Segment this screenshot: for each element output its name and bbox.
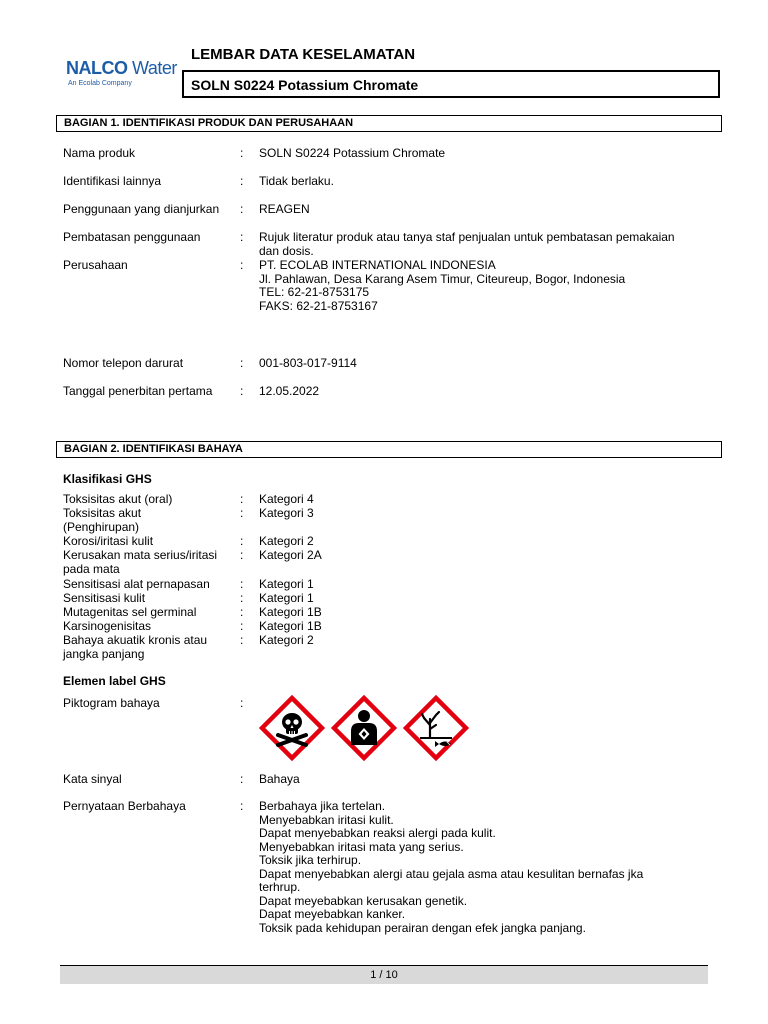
- colon: :: [240, 492, 244, 506]
- emergency-phone-value: [259, 357, 719, 371]
- environment-icon: [403, 695, 469, 761]
- ghs-class-label: [63, 493, 233, 507]
- product-title: SOLN S0224 Potassium Chromate: [191, 77, 419, 93]
- emergency-phone-label: Nomor telepon darurat: [63, 356, 184, 370]
- colon: :: [240, 258, 244, 272]
- logo-tagline: An Ecolab Company: [68, 80, 132, 87]
- label-line: Mutagenitas sel germinal: [63, 605, 197, 619]
- section-1-title: BAGIAN 1. IDENTIFIKASI PRODUK DAN PERUSAHAAN: [64, 117, 354, 129]
- colon: :: [240, 605, 244, 619]
- ghs-class-label: [63, 507, 233, 534]
- hazard-statement: Berbahaya jika tertelan.: [259, 799, 386, 813]
- colon: :: [240, 633, 244, 647]
- label-line: Toksisitas akut: [63, 506, 142, 520]
- colon: :: [240, 619, 244, 633]
- hazard-statements-label: Pernyataan Berbahaya: [63, 799, 186, 813]
- logo-brand: NALCO: [66, 58, 128, 78]
- ghs-class-value: Kategori 4: [259, 492, 314, 506]
- first-issue-date-label: Tanggal penerbitan pertama: [63, 384, 213, 398]
- colon: :: [240, 799, 244, 813]
- ghs-class-value: Kategori 2A: [259, 548, 322, 562]
- company-phone: TEL: 62-21-8753175: [259, 285, 370, 299]
- colon: :: [240, 146, 244, 160]
- colon: :: [240, 772, 244, 786]
- value-line: SOLN S0224 Potassium Chromate: [259, 146, 446, 160]
- hazard-statement: terhrup.: [259, 880, 301, 894]
- company-fax: FAKS: 62-21-8753167: [259, 298, 378, 313]
- ghs-class-value: Kategori 3: [259, 506, 314, 520]
- ghs-class-value: Kategori 2: [259, 534, 314, 548]
- document-title: LEMBAR DATA KESELAMATAN: [191, 46, 416, 63]
- value-line: 12.05.2022: [259, 384, 320, 398]
- health-hazard-icon: [331, 695, 397, 761]
- section-1-header: [56, 115, 722, 132]
- ghs-label-elements-heading: Elemen label GHS: [63, 674, 166, 688]
- logo-brand-suffix: Water: [132, 58, 177, 78]
- other-identification-label: Identifikasi lainnya: [63, 174, 162, 188]
- label-line: jangka panjang: [63, 646, 145, 661]
- colon: :: [240, 174, 244, 188]
- hazard-statement: Dapat menyebabkan alergi atau gejala asma atau kesulitan bernafas jka: [259, 866, 644, 881]
- page-number: 1 / 10: [370, 969, 398, 981]
- label-line: Toksisitas akut (oral): [63, 492, 173, 506]
- label-line: Sensitisasi alat pernapasan: [63, 577, 210, 591]
- product-name-label: Nama produk: [63, 146, 136, 160]
- hazard-statement: Dapat meyebabkan kanker.: [259, 907, 406, 921]
- recommended-use-value: [259, 203, 719, 217]
- ghs-class-label: [63, 620, 233, 634]
- section-2-title: BAGIAN 2. IDENTIFIKASI BAHAYA: [64, 443, 243, 455]
- value-line: Tidak berlaku.: [259, 174, 334, 188]
- ghs-class-value: Kategori 1B: [259, 605, 322, 619]
- footer-divider: [60, 965, 708, 966]
- colon: :: [240, 230, 244, 244]
- label-line: (Penghirupan): [63, 519, 140, 534]
- ghs-class-label: [63, 634, 233, 661]
- ghs-class-label: [63, 535, 233, 549]
- value-line: REAGEN: [259, 202, 310, 216]
- signal-word-value: Bahaya: [259, 772, 300, 786]
- use-restriction-value: [259, 231, 719, 258]
- company-address: Jl. Pahlawan, Desa Karang Asem Timur, Citeureup, Bogor, Indonesia: [259, 271, 626, 286]
- label-line: Kerusakan mata serius/iritasi: [63, 548, 218, 562]
- skull-crossbones-icon: [259, 695, 325, 761]
- first-issue-date-value: [259, 385, 719, 399]
- nalco-water-logo: [66, 58, 181, 92]
- product-title-box: [182, 70, 720, 98]
- ghs-class-label: [63, 578, 233, 592]
- label-line: Korosi/iritasi kulit: [63, 534, 154, 548]
- hazard-pictogram-label: Piktogram bahaya: [63, 696, 160, 710]
- value-line: dan dosis.: [259, 243, 314, 258]
- hazard-statement: Toksik pada kehidupan perairan dengan efek jangka panjang.: [259, 920, 586, 935]
- other-identification-value: [259, 175, 719, 189]
- hazard-statement: Toksik jika terhirup.: [259, 853, 362, 867]
- section-2-header: [56, 441, 722, 458]
- label-line: Sensitisasi kulit: [63, 591, 146, 605]
- hazard-statement: Menyebabkan iritasi mata yang serius.: [259, 839, 464, 854]
- hazard-statement: Menyebabkan iritasi kulit.: [259, 812, 394, 827]
- colon: :: [240, 591, 244, 605]
- ghs-class-value: Kategori 2: [259, 633, 314, 647]
- ghs-class-label: [63, 592, 233, 606]
- colon: :: [240, 696, 244, 710]
- colon: :: [240, 548, 244, 562]
- label-line: Bahaya akuatik kronis atau: [63, 633, 208, 647]
- hazard-statement: Dapat meyebabkan kerusakan genetik.: [259, 893, 468, 908]
- value-line: Rujuk literatur produk atau tanya staf penjualan untuk pembatasan pemakaian: [259, 230, 675, 244]
- colon: :: [240, 577, 244, 591]
- company-label: Perusahaan: [63, 258, 128, 272]
- ghs-class-value: Kategori 1B: [259, 619, 322, 633]
- recommended-use-label: Penggunaan yang dianjurkan: [63, 202, 220, 216]
- ghs-class-label: [63, 606, 233, 620]
- colon: :: [240, 534, 244, 548]
- ghs-class-value: Kategori 1: [259, 577, 314, 591]
- colon: :: [240, 506, 244, 520]
- label-line: Karsinogenisitas: [63, 619, 152, 633]
- use-restriction-label: Pembatasan penggunaan: [63, 230, 201, 244]
- colon: :: [240, 384, 244, 398]
- company-name: PT. ECOLAB INTERNATIONAL INDONESIA: [259, 258, 496, 272]
- product-name-value: [259, 147, 719, 161]
- company-value: [259, 259, 719, 313]
- ghs-class-label: [63, 549, 233, 576]
- colon: :: [240, 202, 244, 216]
- value-line: 001-803-017-9114: [259, 356, 357, 370]
- label-line: pada mata: [63, 561, 120, 576]
- colon: :: [240, 356, 244, 370]
- hazard-statements-list: [259, 800, 719, 935]
- ghs-classification-heading: Klasifikasi GHS: [63, 472, 152, 486]
- ghs-class-value: Kategori 1: [259, 591, 314, 605]
- hazard-statement: Dapat menyebabkan reaksi alergi pada kulit.: [259, 826, 496, 840]
- signal-word-label: Kata sinyal: [63, 772, 122, 786]
